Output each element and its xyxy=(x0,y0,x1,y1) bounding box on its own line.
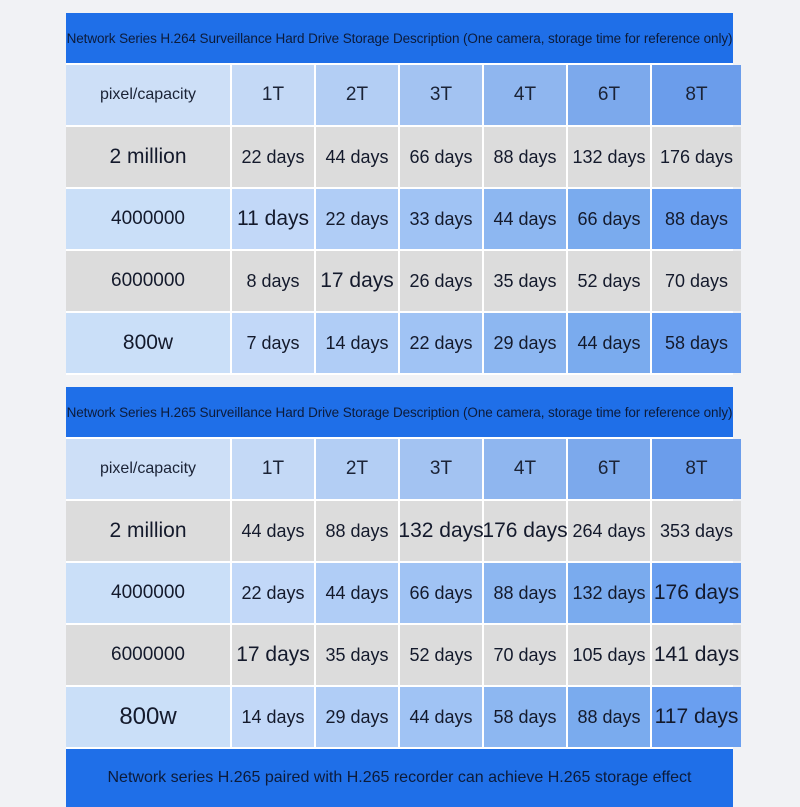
table-cell: 52 days xyxy=(400,625,482,685)
row-label: 6000000 xyxy=(66,625,230,685)
row-label: 800w xyxy=(66,313,230,373)
table-cell: 44 days xyxy=(568,313,650,373)
table-cell: 52 days xyxy=(568,251,650,311)
table-cell: 44 days xyxy=(484,189,566,249)
table-cell: 26 days xyxy=(400,251,482,311)
header-capacity-3t: 3T xyxy=(400,65,482,125)
table-cell: 353 days xyxy=(652,501,741,561)
table-cell: 88 days xyxy=(484,127,566,187)
header-capacity-8t: 8T xyxy=(652,65,741,125)
table-cell: 88 days xyxy=(652,189,741,249)
header-capacity-2t: 2T xyxy=(316,439,398,499)
table-cell: 66 days xyxy=(400,563,482,623)
table-cell: 70 days xyxy=(652,251,741,311)
table-cell: 117 days xyxy=(652,687,741,747)
table-cell: 105 days xyxy=(568,625,650,685)
row-label: 2 million xyxy=(66,501,230,561)
h264-storage-table xyxy=(66,13,733,375)
header-capacity-1t: 1T xyxy=(232,439,314,499)
header-capacity-4t: 4T xyxy=(484,65,566,125)
table-cell: 176 days xyxy=(484,501,566,561)
header-capacity-6t: 6T xyxy=(568,439,650,499)
row-label: 4000000 xyxy=(66,189,230,249)
table-cell: 66 days xyxy=(400,127,482,187)
row-label: 6000000 xyxy=(66,251,230,311)
header-capacity-1t: 1T xyxy=(232,65,314,125)
table-cell: 22 days xyxy=(316,189,398,249)
h265-table-grid xyxy=(66,437,740,749)
header-capacity-4t: 4T xyxy=(484,439,566,499)
table-cell: 22 days xyxy=(400,313,482,373)
table-cell: 88 days xyxy=(568,687,650,747)
table-cell: 132 days xyxy=(568,563,650,623)
row-label: 2 million xyxy=(66,127,230,187)
table-cell: 132 days xyxy=(568,127,650,187)
table-cell: 141 days xyxy=(652,625,741,685)
table-cell: 88 days xyxy=(316,501,398,561)
table-cell: 176 days xyxy=(652,563,741,623)
table-cell: 35 days xyxy=(484,251,566,311)
h265-storage-table xyxy=(66,387,740,807)
h264-table-grid xyxy=(66,63,733,375)
header-capacity-6t: 6T xyxy=(568,65,650,125)
table-cell: 44 days xyxy=(400,687,482,747)
table-cell: 14 days xyxy=(316,313,398,373)
header-pixel-capacity: pixel/capacity xyxy=(66,65,230,125)
row-label: 800w xyxy=(66,687,230,747)
table-cell: 264 days xyxy=(568,501,650,561)
table-cell: 17 days xyxy=(316,251,398,311)
table-cell: 66 days xyxy=(568,189,650,249)
h265-table-title: Network Series H.265 Surveillance Hard Drive Storage Description (One camera, storage time for reference only) xyxy=(66,387,733,437)
header-capacity-2t: 2T xyxy=(316,65,398,125)
table-cell: 7 days xyxy=(232,313,314,373)
table-cell: 44 days xyxy=(316,563,398,623)
table-cell: 58 days xyxy=(652,313,741,373)
table-cell: 44 days xyxy=(232,501,314,561)
header-capacity-8t: 8T xyxy=(652,439,741,499)
table-cell: 17 days xyxy=(232,625,314,685)
table-cell: 58 days xyxy=(484,687,566,747)
table-cell: 29 days xyxy=(316,687,398,747)
table-cell: 44 days xyxy=(316,127,398,187)
row-label: 4000000 xyxy=(66,563,230,623)
table-cell: 33 days xyxy=(400,189,482,249)
table-cell: 22 days xyxy=(232,127,314,187)
table-cell: 14 days xyxy=(232,687,314,747)
header-capacity-3t: 3T xyxy=(400,439,482,499)
table-cell: 22 days xyxy=(232,563,314,623)
footer-note: Network series H.265 paired with H.265 recorder can achieve H.265 storage effect xyxy=(66,749,733,807)
table-cell: 29 days xyxy=(484,313,566,373)
table-cell: 132 days xyxy=(400,501,482,561)
table-cell: 8 days xyxy=(232,251,314,311)
table-cell: 35 days xyxy=(316,625,398,685)
table-cell: 176 days xyxy=(652,127,741,187)
h264-table-title: Network Series H.264 Surveillance Hard Drive Storage Description (One camera, storage time for reference only) xyxy=(66,13,733,63)
table-cell: 88 days xyxy=(484,563,566,623)
table-cell: 11 days xyxy=(232,189,314,249)
header-pixel-capacity: pixel/capacity xyxy=(66,439,230,499)
table-cell: 70 days xyxy=(484,625,566,685)
